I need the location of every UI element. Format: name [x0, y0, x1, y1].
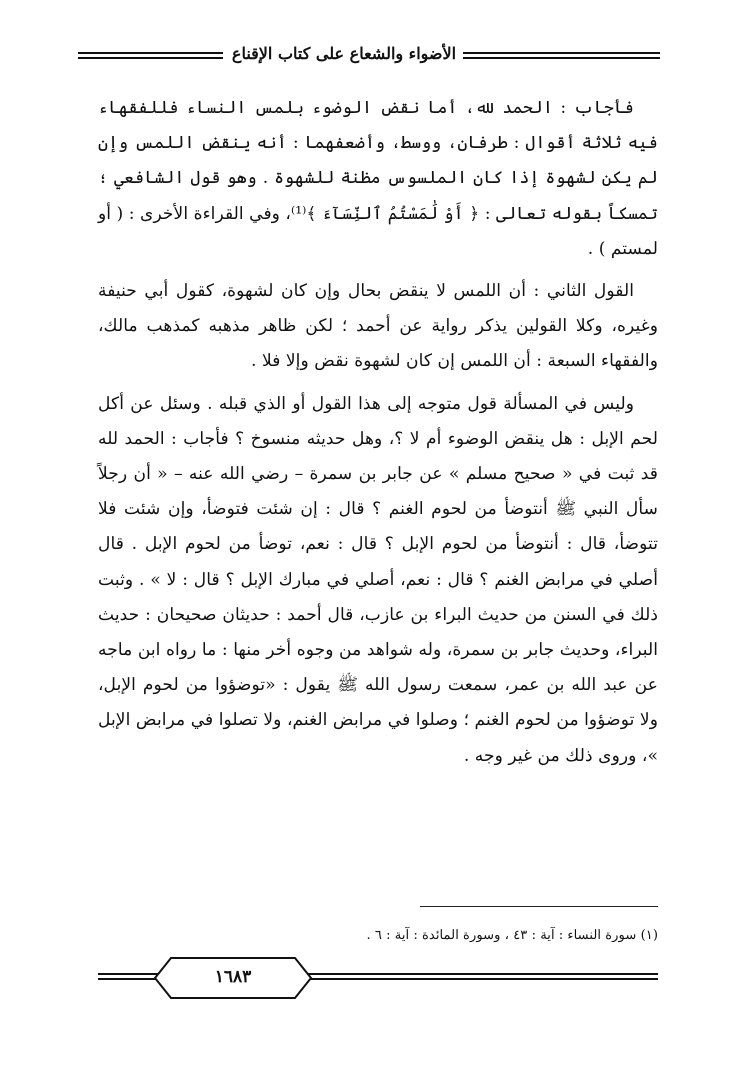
header-rule-left	[78, 57, 223, 59]
page-number-badge	[153, 955, 313, 1001]
page-footer	[98, 955, 658, 1005]
header-rule-left	[78, 52, 223, 54]
main-text	[98, 91, 658, 774]
paragraph: وليس في المسألة قول متوجه إلى هذا القول أو الذي قبله . وسئل عن أكل لحم الإبل : هل ينقض الوضوء أم لا ؟، وهل حديثه منسوخ ؟ فأجاب : الحمد لله قد ثبت في « صحيح مسلم » عن جابر بن سمرة – رضي الله عنه – « أن رجلاً سأل النبي ﷺ أنتوضأ من لحوم الغنم ؟ قال : إن شئت فتوضأ، وإن شئت فلا تتوضأ، قال : أنتوضأ من لحوم الإبل ؟ قال : نعم، توضأ من لحوم الإبل . قال أصلي في مرابض الغنم ؟ قال : نعم، أصلي في مبارك الإبل ؟ قال : لا » . وثبت ذلك في السنن من حديث البراء بن عازب، قال أحمد : حديثان صحيحان : حديث البراء، وحديث جابر بن سمرة، وله شواهد من وجوه أخر منها : ما رواه ابن ماجه عن عبد الله بن عمر، سمعت رسول الله ﷺ يقول : «توضؤوا من لحوم الإبل، ولا توضؤوا من لحوم الغنم ؛ وصلوا في مرابض الغنم، ولا تصلوا في مرابض الإبل »، وروى ذلك من غير وجه .	[98, 393, 658, 766]
running-header	[78, 40, 660, 76]
paragraph: القول الثاني : أن اللمس لا ينقض بحال وإن كان لشهوة، كقول أبي حنيفة وغيره، وكلا القولين يذكر رواية عن أحمد ؛ لكن ظاهر مذهبه كمذهب مالك، والفقهاء السبعة : أن اللمس إن كان لشهوة نقض وإلا فلا .	[98, 281, 658, 372]
header-rule-right	[463, 57, 660, 59]
header-title: الأضواء والشعاع على كتاب الإقناع	[231, 44, 457, 63]
header-rule-right	[463, 52, 660, 54]
page-number: ١٦٨٣	[214, 967, 252, 987]
footnote: (١) سورة النساء : آية : ٤٣ ، وسورة المائدة : آية : ٦ .	[366, 928, 658, 943]
footnote-separator	[420, 906, 658, 907]
paragraph: فأجاب : الحمد لله، أما نقض الوضوء بلمس النساء فللفقهاء فيه ثلاثة أقوال : طرفان، ووسط، وأضعفهما : أنه ينقض اللمس وإن لم يكن لشهوة إذا كان الملسوس مظنة للشهوة . وهو قول الشافعي ؛ تمسكاً بقوله تعالى : ﴿ أَوْ لَٰمَسْتُمُ ٱلنِّسَآءَ ﴾⁽¹⁾، وفي القراءة الأخرى : ( أو لمستم ) .	[98, 98, 658, 259]
